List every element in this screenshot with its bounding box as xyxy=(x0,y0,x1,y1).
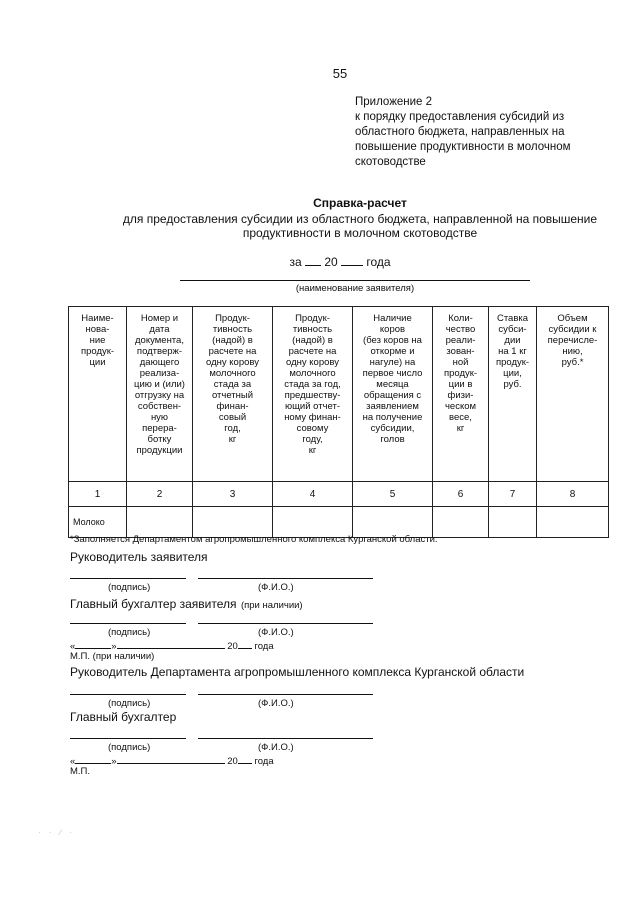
table-header-row xyxy=(69,307,609,482)
signature-caption: (подпись) xyxy=(108,582,151,593)
header-line: одну корову xyxy=(206,357,259,368)
date-open-quote: « xyxy=(70,756,76,767)
applicant-caption: (наименование заявителя) xyxy=(295,283,415,294)
header-line: расчете на xyxy=(208,346,257,357)
header-line: перечисле- xyxy=(547,335,598,346)
header-line: ную xyxy=(150,412,169,423)
header-line: откорме и xyxy=(370,346,415,357)
period-mid: 20 xyxy=(324,255,338,269)
header-line: ботку xyxy=(147,434,172,445)
header-line: обращения с xyxy=(363,390,422,401)
header-line: субсидии к xyxy=(548,324,597,335)
scan-artifact: · · ∕ · xyxy=(38,828,75,837)
header-line: подтверж- xyxy=(136,346,183,357)
header-line: ному финан- xyxy=(284,412,341,423)
header-line: Коли- xyxy=(448,313,473,324)
chief-accountant-applicant-fio-field[interactable] xyxy=(198,623,373,624)
head-applicant-fio-field[interactable] xyxy=(198,578,373,579)
header-line: цию и (или) xyxy=(134,379,185,390)
header-line: нию, xyxy=(562,346,583,357)
head-department-fio-field[interactable] xyxy=(198,694,373,695)
header-cell xyxy=(433,307,489,482)
subtitle-line: для предоставления субсидии из областного бюджета, направленной на повышение xyxy=(122,212,598,226)
signature-caption: (подпись) xyxy=(108,627,151,638)
calculation-table xyxy=(68,306,609,538)
header-line: весе, xyxy=(449,412,472,423)
header-line: расчете на xyxy=(288,346,337,357)
period-suffix: года xyxy=(366,255,391,269)
header-line: стада за год, xyxy=(284,379,341,390)
header-line: реали- xyxy=(445,335,476,346)
header-line: стада за xyxy=(213,379,252,390)
sold-quantity-cell[interactable] xyxy=(433,507,489,538)
header-line: на получение xyxy=(362,412,423,423)
header-cell xyxy=(273,307,353,482)
header-line: ющий отчет- xyxy=(284,401,341,412)
column-number: 5 xyxy=(353,482,433,507)
header-line: нагуле) на xyxy=(369,357,416,368)
year-suffix: года xyxy=(254,756,274,767)
chief-accountant-fio-field[interactable] xyxy=(198,738,373,739)
header-line: собствен- xyxy=(137,401,182,412)
year-blank-field[interactable] xyxy=(238,754,252,764)
fio-caption: (Ф.И.О.) xyxy=(258,627,294,638)
date-open-quote: « xyxy=(70,641,76,652)
header-line: ной xyxy=(452,357,469,368)
column-number: 6 xyxy=(433,482,489,507)
header-line: Продук- xyxy=(215,313,250,324)
chief-accountant-label: Главный бухгалтер xyxy=(70,710,177,724)
head-department-signature-field[interactable] xyxy=(70,694,186,695)
fio-caption: (Ф.И.О.) xyxy=(258,698,294,709)
header-line: тивность xyxy=(292,324,333,335)
header-line: документа, xyxy=(135,335,184,346)
header-line: одну корову xyxy=(286,357,339,368)
appendix-line: областного бюджета, направленных на xyxy=(355,126,565,138)
appendix-line: повышение продуктивности в молочном xyxy=(355,141,571,153)
header-line: продукции xyxy=(136,445,183,456)
header-line: зован- xyxy=(446,346,475,357)
header-line: первое число xyxy=(362,368,423,379)
subtitle-line: продуктивности в молочном скотоводстве xyxy=(242,226,478,240)
column-number: 8 xyxy=(537,482,609,507)
year-suffix: года xyxy=(254,641,274,652)
header-line: продук- xyxy=(443,368,478,379)
productivity-current-cell[interactable] xyxy=(193,507,273,538)
chief-accountant-applicant-label: Главный бухгалтер заявителя xyxy=(70,597,237,611)
period-blank-field[interactable] xyxy=(305,253,321,266)
stamp: М.П. xyxy=(70,766,91,777)
month-blank-field[interactable] xyxy=(117,639,225,649)
year-prefix: 20 xyxy=(227,641,238,652)
header-cell xyxy=(193,307,273,482)
period-line xyxy=(0,253,640,269)
header-line: (надой) в xyxy=(292,335,333,346)
header-line: ции xyxy=(89,357,106,368)
header-line: ции в xyxy=(448,379,473,390)
chief-accountant-applicant-line xyxy=(70,595,303,613)
cows-count-cell[interactable] xyxy=(353,507,433,538)
header-line: месяца xyxy=(376,379,409,390)
year-prefix: 20 xyxy=(227,756,238,767)
if-any-note: (при наличии) xyxy=(240,600,303,611)
header-line: руб.* xyxy=(561,357,584,368)
productivity-previous-cell[interactable] xyxy=(273,507,353,538)
column-number: 2 xyxy=(127,482,193,507)
header-line: продук- xyxy=(495,357,530,368)
fio-caption: (Ф.И.О.) xyxy=(258,742,294,753)
header-line: дии xyxy=(504,335,521,346)
appendix-label: Приложение 2 xyxy=(355,96,433,108)
header-line: кг xyxy=(456,423,465,434)
header-line: нова- xyxy=(85,324,110,335)
month-blank-field[interactable] xyxy=(117,754,225,764)
header-line: молочного xyxy=(289,368,336,379)
header-line: перера- xyxy=(142,423,177,434)
header-line: молочного xyxy=(209,368,256,379)
day-blank-field[interactable] xyxy=(75,639,111,649)
column-number: 1 xyxy=(69,482,127,507)
header-line: голов xyxy=(380,434,405,445)
subsidy-amount-cell[interactable] xyxy=(537,507,609,538)
footnote: *Заполняется Департаментом агропромышленного комплекса Курганской области. xyxy=(70,534,438,545)
header-line: отчетный xyxy=(211,390,254,401)
appendix-block xyxy=(355,95,615,170)
header-line: Наиме- xyxy=(81,313,114,324)
header-line: финан- xyxy=(216,401,249,412)
header-cell xyxy=(489,307,537,482)
table-row-milk xyxy=(69,507,609,538)
header-line: дающего xyxy=(139,357,180,368)
header-line: совому xyxy=(296,423,329,434)
header-line: кг xyxy=(228,434,237,445)
head-department-label: Руководитель Департамента агропромышленного комплекса Курганской области xyxy=(70,665,525,679)
header-line: на 1 кг xyxy=(498,346,527,357)
column-number-row xyxy=(69,482,609,507)
header-line: физи- xyxy=(447,390,474,401)
header-line: ние xyxy=(89,335,106,346)
document-number-cell[interactable] xyxy=(127,507,193,538)
header-line: тивность xyxy=(212,324,253,335)
header-line: совый xyxy=(218,412,247,423)
header-line: ции, xyxy=(503,368,522,379)
header-line: ческом xyxy=(444,401,477,412)
document-title: Справка-расчет xyxy=(313,196,407,210)
date-line-department xyxy=(70,754,274,767)
page-number: 55 xyxy=(332,66,348,81)
header-line: продук- xyxy=(80,346,115,357)
header-line: субси- xyxy=(498,324,527,335)
column-number: 7 xyxy=(489,482,537,507)
header-line: предшеству- xyxy=(284,390,341,401)
appendix-line: скотоводстве xyxy=(355,156,426,168)
date-close-quote: » xyxy=(111,756,117,767)
header-line: руб. xyxy=(503,379,522,390)
day-blank-field[interactable] xyxy=(75,754,111,764)
header-cell xyxy=(69,307,127,482)
appendix-line: к порядку предоставления субсидий из xyxy=(355,111,565,123)
header-line: коров xyxy=(379,324,406,335)
document-subtitle xyxy=(70,212,640,240)
header-line: Ставка xyxy=(496,313,529,324)
product-name-cell: Молоко xyxy=(69,507,127,538)
header-line: чество xyxy=(445,324,476,335)
header-line: год, xyxy=(224,423,241,434)
applicant-name-field[interactable] xyxy=(180,280,530,281)
header-line: реализа- xyxy=(139,368,180,379)
header-cell xyxy=(537,307,609,482)
column-number: 3 xyxy=(193,482,273,507)
header-cell xyxy=(353,307,433,482)
period-prefix: за xyxy=(289,255,302,269)
year-blank-field[interactable] xyxy=(341,253,363,266)
column-number: 4 xyxy=(273,482,353,507)
header-line: кг xyxy=(308,445,317,456)
header-line: Продук- xyxy=(295,313,330,324)
signature-caption: (подпись) xyxy=(108,698,151,709)
header-cell xyxy=(127,307,193,482)
head-applicant-label: Руководитель заявителя xyxy=(70,550,208,564)
header-line: (надой) в xyxy=(212,335,253,346)
header-line: (без коров на xyxy=(363,335,422,346)
stamp-if-any: М.П. (при наличии) xyxy=(70,651,155,662)
header-line: году, xyxy=(302,434,323,445)
head-applicant-signature-field[interactable] xyxy=(70,578,186,579)
header-line: Наличие xyxy=(373,313,412,324)
header-line: субсидии, xyxy=(370,423,415,434)
header-line: дата xyxy=(149,324,170,335)
fio-caption: (Ф.И.О.) xyxy=(258,582,294,593)
year-blank-field[interactable] xyxy=(238,639,252,649)
chief-accountant-signature-field[interactable] xyxy=(70,738,186,739)
header-line: Объем xyxy=(557,313,588,324)
header-line: заявлением xyxy=(366,401,419,412)
date-close-quote: » xyxy=(111,641,117,652)
chief-accountant-applicant-signature-field[interactable] xyxy=(70,623,186,624)
header-line: Номер и xyxy=(140,313,179,324)
header-line: отгрузку на xyxy=(134,390,185,401)
signature-caption: (подпись) xyxy=(108,742,151,753)
subsidy-rate-cell[interactable] xyxy=(489,507,537,538)
